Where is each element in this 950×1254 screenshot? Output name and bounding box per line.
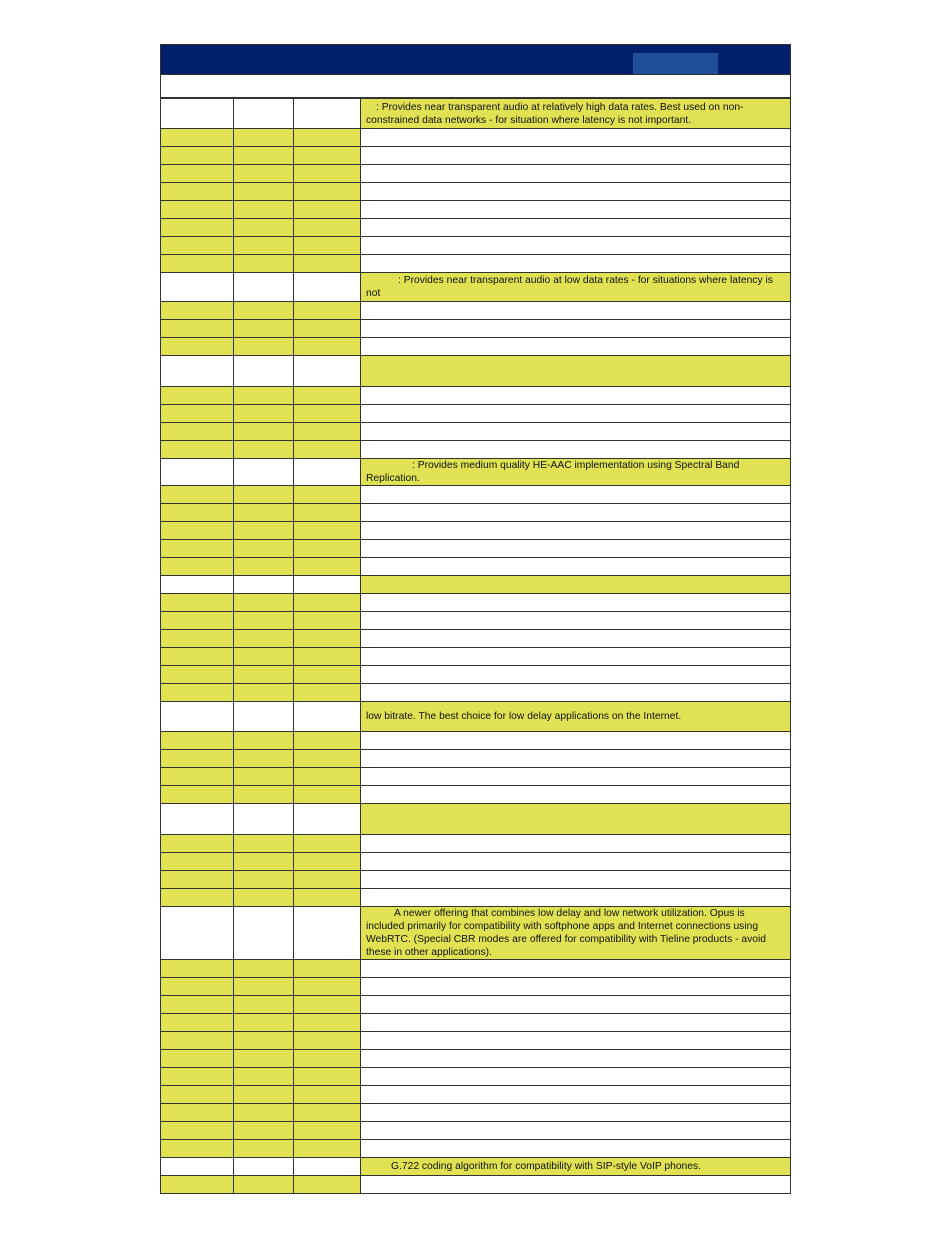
table-row — [161, 201, 791, 219]
table-cell — [361, 853, 791, 871]
table-cell — [161, 219, 234, 237]
table-cell — [294, 255, 361, 273]
table-cell — [161, 387, 234, 405]
table-row — [161, 1104, 791, 1122]
section-description — [361, 459, 791, 486]
section-cell — [234, 576, 294, 594]
table-cell — [234, 558, 294, 576]
table-cell — [234, 996, 294, 1014]
section-cell — [234, 459, 294, 486]
table-row — [161, 594, 791, 612]
table-row — [161, 612, 791, 630]
table-cell — [234, 594, 294, 612]
table-cell — [294, 750, 361, 768]
table-cell — [161, 405, 234, 423]
table-cell — [161, 423, 234, 441]
table-cell — [294, 666, 361, 684]
section-description — [361, 1158, 791, 1176]
table-cell — [361, 558, 791, 576]
table-cell — [294, 540, 361, 558]
table-row — [161, 889, 791, 907]
table-cell — [361, 1140, 791, 1158]
table-cell — [294, 558, 361, 576]
table-row — [161, 1086, 791, 1104]
table-row — [161, 666, 791, 684]
table-cell — [294, 1014, 361, 1032]
table-cell — [294, 129, 361, 147]
section-cell — [294, 273, 361, 302]
table-cell — [234, 504, 294, 522]
table-cell — [294, 786, 361, 804]
table-cell — [234, 183, 294, 201]
table-cell — [294, 165, 361, 183]
table-cell — [294, 338, 361, 356]
table-cell — [361, 423, 791, 441]
section-cell — [294, 99, 361, 129]
table-cell — [361, 594, 791, 612]
table-cell — [294, 853, 361, 871]
table-cell — [161, 1050, 234, 1068]
section-row — [161, 273, 791, 302]
table-cell — [161, 540, 234, 558]
table-cell — [161, 129, 234, 147]
table-row — [161, 835, 791, 853]
table-cell — [294, 219, 361, 237]
section-cell — [161, 273, 234, 302]
table-cell — [161, 960, 234, 978]
section-description-text: G.722 coding algorithm for compatibility with SIP-style VoIP phones. — [391, 1161, 702, 1172]
section-description-text: A newer offering that combines low delay and low network utilization. Opus is included primarily for compatibility with softphone apps and Internet connections using WebRTC. (Special CBR modes are offered for compatibility with Tieline products - avoid these in other applications). — [366, 908, 767, 958]
table-row — [161, 960, 791, 978]
table-cell — [361, 1032, 791, 1050]
table-cell — [361, 302, 791, 320]
table-cell — [161, 1086, 234, 1104]
table-cell — [361, 338, 791, 356]
section-description — [361, 702, 791, 732]
table-row — [161, 183, 791, 201]
section-cell — [294, 804, 361, 835]
table-cell — [361, 129, 791, 147]
table-cell — [161, 486, 234, 504]
table-row — [161, 684, 791, 702]
table-cell — [161, 1032, 234, 1050]
table-row — [161, 1068, 791, 1086]
table-cell — [361, 405, 791, 423]
table-cell — [234, 1068, 294, 1086]
table-cell — [234, 835, 294, 853]
table-cell — [234, 165, 294, 183]
table-row — [161, 338, 791, 356]
table-cell — [294, 320, 361, 338]
table-cell — [294, 612, 361, 630]
table-cell — [161, 183, 234, 201]
table-row — [161, 1122, 791, 1140]
table-cell — [234, 648, 294, 666]
section-row — [161, 576, 791, 594]
table-cell — [361, 835, 791, 853]
section-description-text: : Provides medium quality HE-AAC implementation using Spectral Band Replication. — [366, 460, 740, 484]
section-cell — [294, 459, 361, 486]
table-row — [161, 1032, 791, 1050]
table-cell — [294, 732, 361, 750]
table-cell — [361, 996, 791, 1014]
table-cell — [361, 1176, 791, 1194]
table-cell — [361, 255, 791, 273]
section-description — [361, 356, 791, 387]
table-cell — [161, 1014, 234, 1032]
table-cell — [234, 338, 294, 356]
table-cell — [361, 648, 791, 666]
table-row — [161, 405, 791, 423]
section-cell — [161, 99, 234, 129]
section-cell — [234, 702, 294, 732]
table-cell — [361, 750, 791, 768]
section-cell — [161, 356, 234, 387]
section-cell — [234, 273, 294, 302]
table-cell — [234, 786, 294, 804]
table-cell — [161, 320, 234, 338]
table-row — [161, 147, 791, 165]
table-row — [161, 768, 791, 786]
table-cell — [234, 1140, 294, 1158]
table-cell — [361, 540, 791, 558]
table-cell — [234, 129, 294, 147]
table-cell — [294, 504, 361, 522]
table-cell — [234, 486, 294, 504]
table-cell — [161, 237, 234, 255]
section-row — [161, 356, 791, 387]
table-cell — [234, 666, 294, 684]
table-row — [161, 129, 791, 147]
table-cell — [361, 237, 791, 255]
table-row — [161, 423, 791, 441]
table-cell — [161, 684, 234, 702]
table-row — [161, 786, 791, 804]
table-row — [161, 648, 791, 666]
section-row — [161, 1158, 791, 1176]
table-cell — [234, 302, 294, 320]
table-cell — [161, 1104, 234, 1122]
table-cell — [294, 835, 361, 853]
section-cell — [294, 1158, 361, 1176]
table-cell — [361, 732, 791, 750]
table-row — [161, 302, 791, 320]
table-cell — [161, 768, 234, 786]
section-description — [361, 99, 791, 129]
table-cell — [294, 1032, 361, 1050]
table-row — [161, 853, 791, 871]
table-cell — [294, 405, 361, 423]
table-cell — [234, 978, 294, 996]
section-row — [161, 907, 791, 960]
table-cell — [361, 387, 791, 405]
section-row — [161, 459, 791, 486]
table-cell — [294, 147, 361, 165]
table-cell — [161, 594, 234, 612]
table-cell — [361, 486, 791, 504]
table-cell — [161, 1122, 234, 1140]
table-row — [161, 486, 791, 504]
table-cell — [234, 732, 294, 750]
table-cell — [234, 853, 294, 871]
table-row — [161, 540, 791, 558]
table-cell — [161, 630, 234, 648]
table-row — [161, 165, 791, 183]
table-cell — [161, 441, 234, 459]
table-cell — [361, 684, 791, 702]
table-cell — [161, 302, 234, 320]
table-cell — [234, 1086, 294, 1104]
table-cell — [361, 183, 791, 201]
table-cell — [161, 666, 234, 684]
table-row — [161, 441, 791, 459]
table-cell — [294, 522, 361, 540]
table-cell — [294, 871, 361, 889]
section-description-text: : Provides near transparent audio at relatively high data rates. Best used on non-constrained data networks - for situation where latency is not important. — [366, 101, 744, 126]
section-cell — [234, 99, 294, 129]
table-cell — [361, 786, 791, 804]
table-cell — [161, 165, 234, 183]
table-cell — [294, 1176, 361, 1194]
table-cell — [294, 960, 361, 978]
table-cell — [161, 978, 234, 996]
table-cell — [294, 423, 361, 441]
section-description — [361, 273, 791, 302]
table-cell — [361, 960, 791, 978]
table-cell — [294, 302, 361, 320]
section-description — [361, 804, 791, 835]
table-cell — [294, 1140, 361, 1158]
table-cell — [361, 522, 791, 540]
table-cell — [361, 889, 791, 907]
table-cell — [161, 1176, 234, 1194]
table-cell — [234, 612, 294, 630]
table-cell — [234, 255, 294, 273]
table-cell — [234, 540, 294, 558]
table-cell — [361, 441, 791, 459]
table-cell — [294, 978, 361, 996]
table-cell — [161, 201, 234, 219]
table-cell — [294, 684, 361, 702]
table-cell — [234, 871, 294, 889]
table-cell — [234, 1176, 294, 1194]
section-cell — [234, 1158, 294, 1176]
table-row — [161, 387, 791, 405]
table-cell — [361, 612, 791, 630]
table-row — [161, 255, 791, 273]
table-cell — [234, 1050, 294, 1068]
table-cell — [234, 522, 294, 540]
table-cell — [161, 522, 234, 540]
table-row — [161, 320, 791, 338]
table-cell — [234, 889, 294, 907]
table-cell — [294, 1104, 361, 1122]
table-row — [161, 1140, 791, 1158]
table-cell — [234, 201, 294, 219]
table-row — [161, 732, 791, 750]
table-cell — [361, 666, 791, 684]
table-cell — [161, 648, 234, 666]
table-cell — [234, 1104, 294, 1122]
table-cell — [234, 768, 294, 786]
table-cell — [161, 1068, 234, 1086]
codec-sheet — [160, 44, 791, 1194]
table-cell — [234, 387, 294, 405]
table-row — [161, 750, 791, 768]
table-cell — [234, 405, 294, 423]
table-cell — [361, 1050, 791, 1068]
table-cell — [161, 1140, 234, 1158]
table-cell — [294, 201, 361, 219]
table-cell — [294, 594, 361, 612]
section-cell — [161, 459, 234, 486]
table-cell — [161, 889, 234, 907]
table-row — [161, 1176, 791, 1194]
section-cell — [294, 356, 361, 387]
table-cell — [294, 1068, 361, 1086]
section-cell — [161, 1158, 234, 1176]
table-cell — [234, 630, 294, 648]
table-row — [161, 871, 791, 889]
section-row — [161, 702, 791, 732]
table-cell — [161, 786, 234, 804]
table-row — [161, 996, 791, 1014]
table-cell — [361, 1104, 791, 1122]
table-cell — [294, 1086, 361, 1104]
section-cell — [161, 576, 234, 594]
table-cell — [361, 201, 791, 219]
table-cell — [161, 750, 234, 768]
table-cell — [234, 320, 294, 338]
table-row — [161, 504, 791, 522]
table-cell — [294, 768, 361, 786]
table-row — [161, 237, 791, 255]
section-cell — [234, 356, 294, 387]
table-cell — [361, 219, 791, 237]
section-cell — [234, 907, 294, 960]
table-cell — [294, 387, 361, 405]
section-cell — [294, 576, 361, 594]
table-cell — [294, 648, 361, 666]
table-cell — [361, 768, 791, 786]
table-cell — [161, 853, 234, 871]
table-cell — [294, 889, 361, 907]
table-cell — [234, 1014, 294, 1032]
table-cell — [161, 558, 234, 576]
table-cell — [161, 996, 234, 1014]
section-cell — [294, 907, 361, 960]
table-row — [161, 219, 791, 237]
table-cell — [161, 338, 234, 356]
table-cell — [294, 441, 361, 459]
table-cell — [234, 423, 294, 441]
section-cell — [161, 804, 234, 835]
table-cell — [361, 147, 791, 165]
table-cell — [361, 165, 791, 183]
table-cell — [294, 996, 361, 1014]
table-row — [161, 522, 791, 540]
table-cell — [234, 219, 294, 237]
table-cell — [361, 320, 791, 338]
sheet-header — [160, 44, 791, 75]
section-description — [361, 907, 791, 960]
table-cell — [294, 486, 361, 504]
section-description — [361, 576, 791, 594]
table-cell — [161, 732, 234, 750]
table-row — [161, 1014, 791, 1032]
table-row — [161, 978, 791, 996]
table-cell — [234, 1122, 294, 1140]
table-cell — [234, 1032, 294, 1050]
table-cell — [361, 871, 791, 889]
table-cell — [361, 630, 791, 648]
table-cell — [161, 612, 234, 630]
section-description-text: : Provides near transparent audio at low data rates - for situations where latency is not — [366, 275, 773, 299]
section-cell — [161, 702, 234, 732]
table-cell — [234, 237, 294, 255]
section-row — [161, 99, 791, 129]
table-cell — [361, 1122, 791, 1140]
table-row — [161, 1050, 791, 1068]
section-cell — [294, 702, 361, 732]
table-cell — [234, 750, 294, 768]
table-cell — [294, 1122, 361, 1140]
table-cell — [361, 978, 791, 996]
table-cell — [161, 255, 234, 273]
table-cell — [161, 871, 234, 889]
header-tag — [633, 53, 718, 74]
table-cell — [361, 1014, 791, 1032]
table-cell — [161, 147, 234, 165]
section-cell — [161, 907, 234, 960]
table-cell — [361, 1068, 791, 1086]
table-cell — [234, 960, 294, 978]
table-cell — [234, 441, 294, 459]
table-row — [161, 558, 791, 576]
table-cell — [234, 147, 294, 165]
table-cell — [294, 237, 361, 255]
section-cell — [234, 804, 294, 835]
table-cell — [294, 183, 361, 201]
table-cell — [294, 630, 361, 648]
section-description-text: low bitrate. The best choice for low delay applications on the Internet. — [366, 711, 682, 722]
section-row — [161, 804, 791, 835]
table-cell — [161, 504, 234, 522]
table-cell — [161, 835, 234, 853]
codec-table — [160, 98, 791, 1194]
table-cell — [294, 1050, 361, 1068]
table-cell — [361, 1086, 791, 1104]
table-row — [161, 630, 791, 648]
table-cell — [234, 684, 294, 702]
sheet-subheader — [160, 75, 791, 98]
table-cell — [361, 504, 791, 522]
